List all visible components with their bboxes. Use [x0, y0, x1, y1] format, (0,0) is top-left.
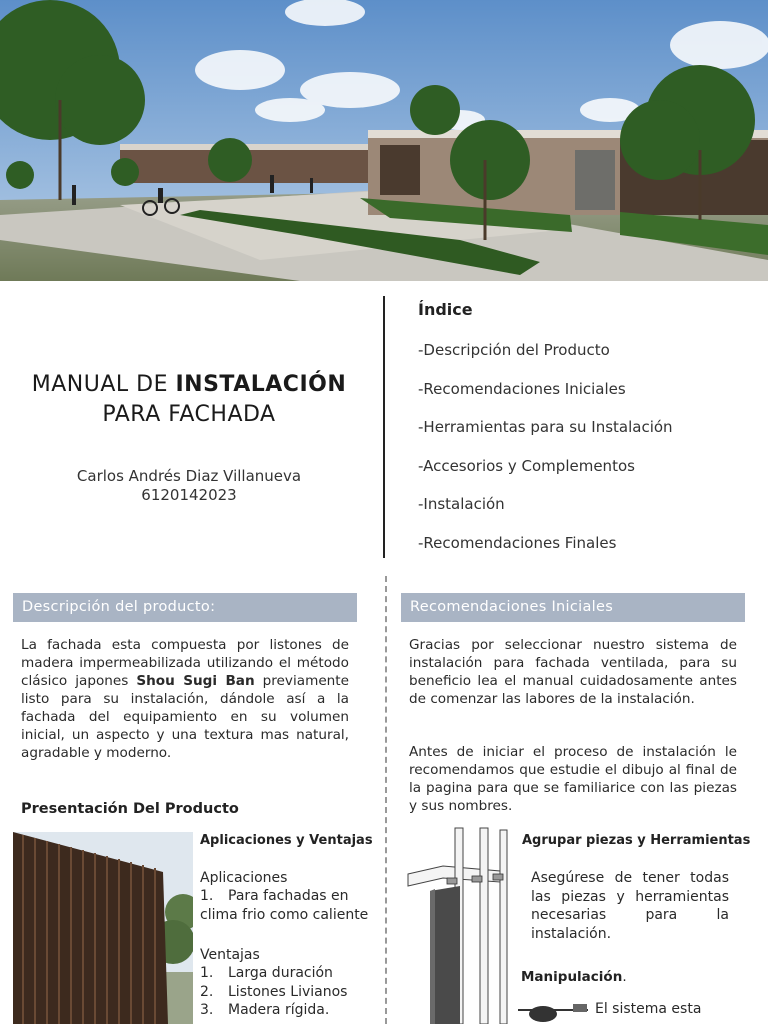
index-item[interactable]: -Herramientas para su Instalación	[418, 418, 673, 436]
description-header: Descripción del producto:	[13, 593, 357, 622]
index-list	[418, 340, 673, 571]
author-block	[0, 467, 378, 505]
title-line-2: PARA FACHADA	[102, 402, 276, 427]
manipulation-text: El sistema esta	[595, 1001, 702, 1017]
author-name: Carlos Andrés Diaz Villanueva	[76, 467, 302, 485]
index-title: Índice	[418, 300, 473, 319]
index-item[interactable]: -Instalación	[418, 495, 505, 513]
advantage-item	[200, 983, 347, 1002]
list-text: Madera rígida.	[228, 1002, 330, 1018]
application-item	[200, 887, 376, 924]
recommendations-paragraph-2: Antes de iniciar el proceso de instalación le recomendamos que estudie el dibujo al final de la pagina para que se familiarice con las piezas y sus nombres.	[409, 744, 737, 814]
recommendations-header: Recomendaciones Iniciales	[401, 593, 745, 622]
list-number: 2.	[200, 983, 214, 1000]
hand-icon	[513, 996, 593, 1024]
dashed-divider	[385, 576, 387, 1024]
description-text	[21, 636, 349, 762]
index-item[interactable]: -Recomendaciones Iniciales	[418, 379, 626, 398]
apps-advantages-title: Aplicaciones y Ventajas	[200, 833, 373, 848]
advantages-label: Ventajas	[200, 947, 260, 963]
index-item[interactable]: -Accesorios y Complementos	[418, 456, 635, 475]
advantage-item	[200, 964, 347, 983]
group-tools-text: Asegúrese de tener todas las piezas y herramientas necesarias para la instalación.	[531, 870, 729, 942]
hero-render-image	[0, 0, 768, 281]
index-item[interactable]: -Recomendaciones Finales	[418, 533, 617, 552]
recommendations-paragraph-1: Gracias por seleccionar nuestro sistema de instalación para fachada ventilada, para su beneficio lea el manual cuidadosamente antes de comenzar las labores de la instalación.	[409, 637, 737, 707]
system-diagram	[405, 826, 517, 1024]
cover-title	[0, 370, 378, 430]
index-item[interactable]: -Descripción del Producto	[418, 341, 610, 359]
group-tools-title: Agrupar piezas y Herramientas	[522, 833, 751, 848]
applications-label: Aplicaciones	[200, 870, 288, 886]
manipulation-title-period: .	[622, 969, 627, 985]
manipulation-title	[521, 969, 627, 985]
list-text: Larga duración	[228, 965, 333, 981]
description-text-end: previamente listo para su instalación, dándole así a la fachada del equipamiento en su volumen inicial, un aspecto y una textura mas natural, agradable y moderno.	[21, 673, 349, 761]
title-bold: INSTALACIÓN	[175, 372, 347, 397]
facade-photo	[13, 832, 193, 1024]
title-line-1	[0, 370, 378, 400]
presentation-title: Presentación Del Producto	[21, 801, 239, 817]
vertical-divider	[383, 296, 385, 558]
list-text: Listones Livianos	[228, 983, 348, 1000]
advantages-list	[200, 964, 347, 1020]
title-prefix: MANUAL DE	[31, 372, 176, 397]
list-number: 1.	[200, 965, 214, 981]
advantage-item	[200, 1001, 347, 1020]
list-number: 3.	[200, 1002, 214, 1018]
manipulation-title-text: Manipulación	[521, 969, 623, 985]
list-text: Para fachadas en clima frio como caliente	[200, 888, 369, 923]
description-text-start: La fachada esta compuesta por listones de madera impermeabilizada utilizando el método clásico japones	[21, 637, 349, 689]
author-id: 6120142023	[141, 486, 237, 504]
description-text-bold: Shou Sugi Ban	[136, 673, 255, 689]
list-number: 1.	[200, 888, 214, 904]
